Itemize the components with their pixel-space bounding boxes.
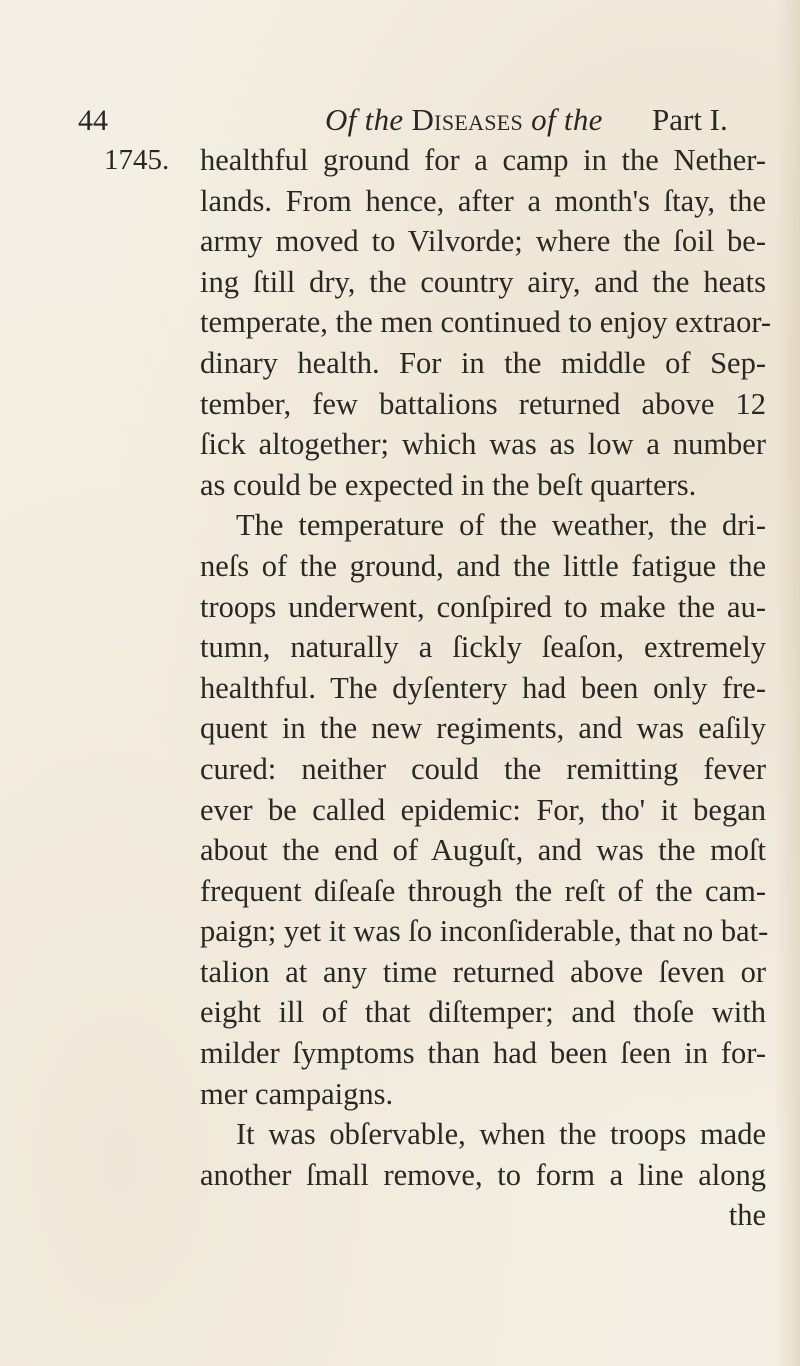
text-line: ever be called epidemic: For, tho' it began (200, 792, 766, 827)
text-line: about the end of Auguſt, and was the moſt (200, 833, 766, 868)
text-line: as could be expected in the beſt quarters. (200, 467, 697, 502)
text-line-paragraph-start: The temperature of the weather, the dri- (236, 508, 766, 543)
part-label: Part I. (652, 102, 728, 137)
text-line: ſick altogether; which was as low a number (200, 427, 766, 462)
text-line: cured: neither could the remitting fever (200, 751, 766, 786)
running-title (325, 102, 603, 138)
text-line: frequent diſeaſe through the reſt of the cam- (200, 873, 766, 908)
running-header (0, 100, 800, 140)
catchword: the (728, 1198, 766, 1233)
running-title-of-the-2: of the (531, 102, 603, 137)
text-line: neſs of the ground, and the little fatigue the (200, 548, 766, 583)
running-title-of-the: Of the (325, 102, 404, 137)
text-line: healthful ground for a camp in the Nether- (200, 143, 766, 177)
body-text (200, 140, 772, 1236)
margin-year: 1745. (104, 144, 170, 176)
text-line: mer campaigns. (200, 1076, 394, 1111)
text-line: milder ſymptoms than had been ſeen in for- (200, 1036, 766, 1071)
text-line: dinary health. For in the middle of Sep- (200, 345, 766, 380)
page-number: 44 (78, 104, 108, 137)
text-line: eight ill of that diſtemper; and thoſe with (200, 995, 766, 1030)
text-line: tember, few battalions returned above 12 (200, 386, 766, 421)
text-line: quent in the new regiments, and was eaſily (200, 711, 766, 746)
text-line: healthful. The dyſentery had been only fre- (200, 670, 766, 705)
text-line: ing ſtill dry, the country airy, and the heats (200, 264, 766, 299)
text-line: troops underwent, conſpired to make the au- (200, 589, 766, 624)
text-line-paragraph-start: It was obſervable, when the troops made (236, 1117, 766, 1152)
text-line: another ſmall remove, to form a line along (200, 1157, 766, 1192)
text-line: talion at any time returned above ſeven or (200, 954, 766, 989)
text-line: lands. From hence, after a month's ſtay, the (200, 183, 766, 218)
text-line: temperate, the men continued to enjoy extraor- (200, 305, 772, 340)
text-line: paign; yet it was ſo inconſiderable, that no bat- (200, 914, 769, 949)
text-line: tumn, naturally a ſickly ſeaſon, extremely (200, 630, 766, 665)
text-line: army moved to Vilvorde; where the ſoil be- (200, 224, 766, 259)
running-title-diseases: Diseases (411, 102, 524, 137)
